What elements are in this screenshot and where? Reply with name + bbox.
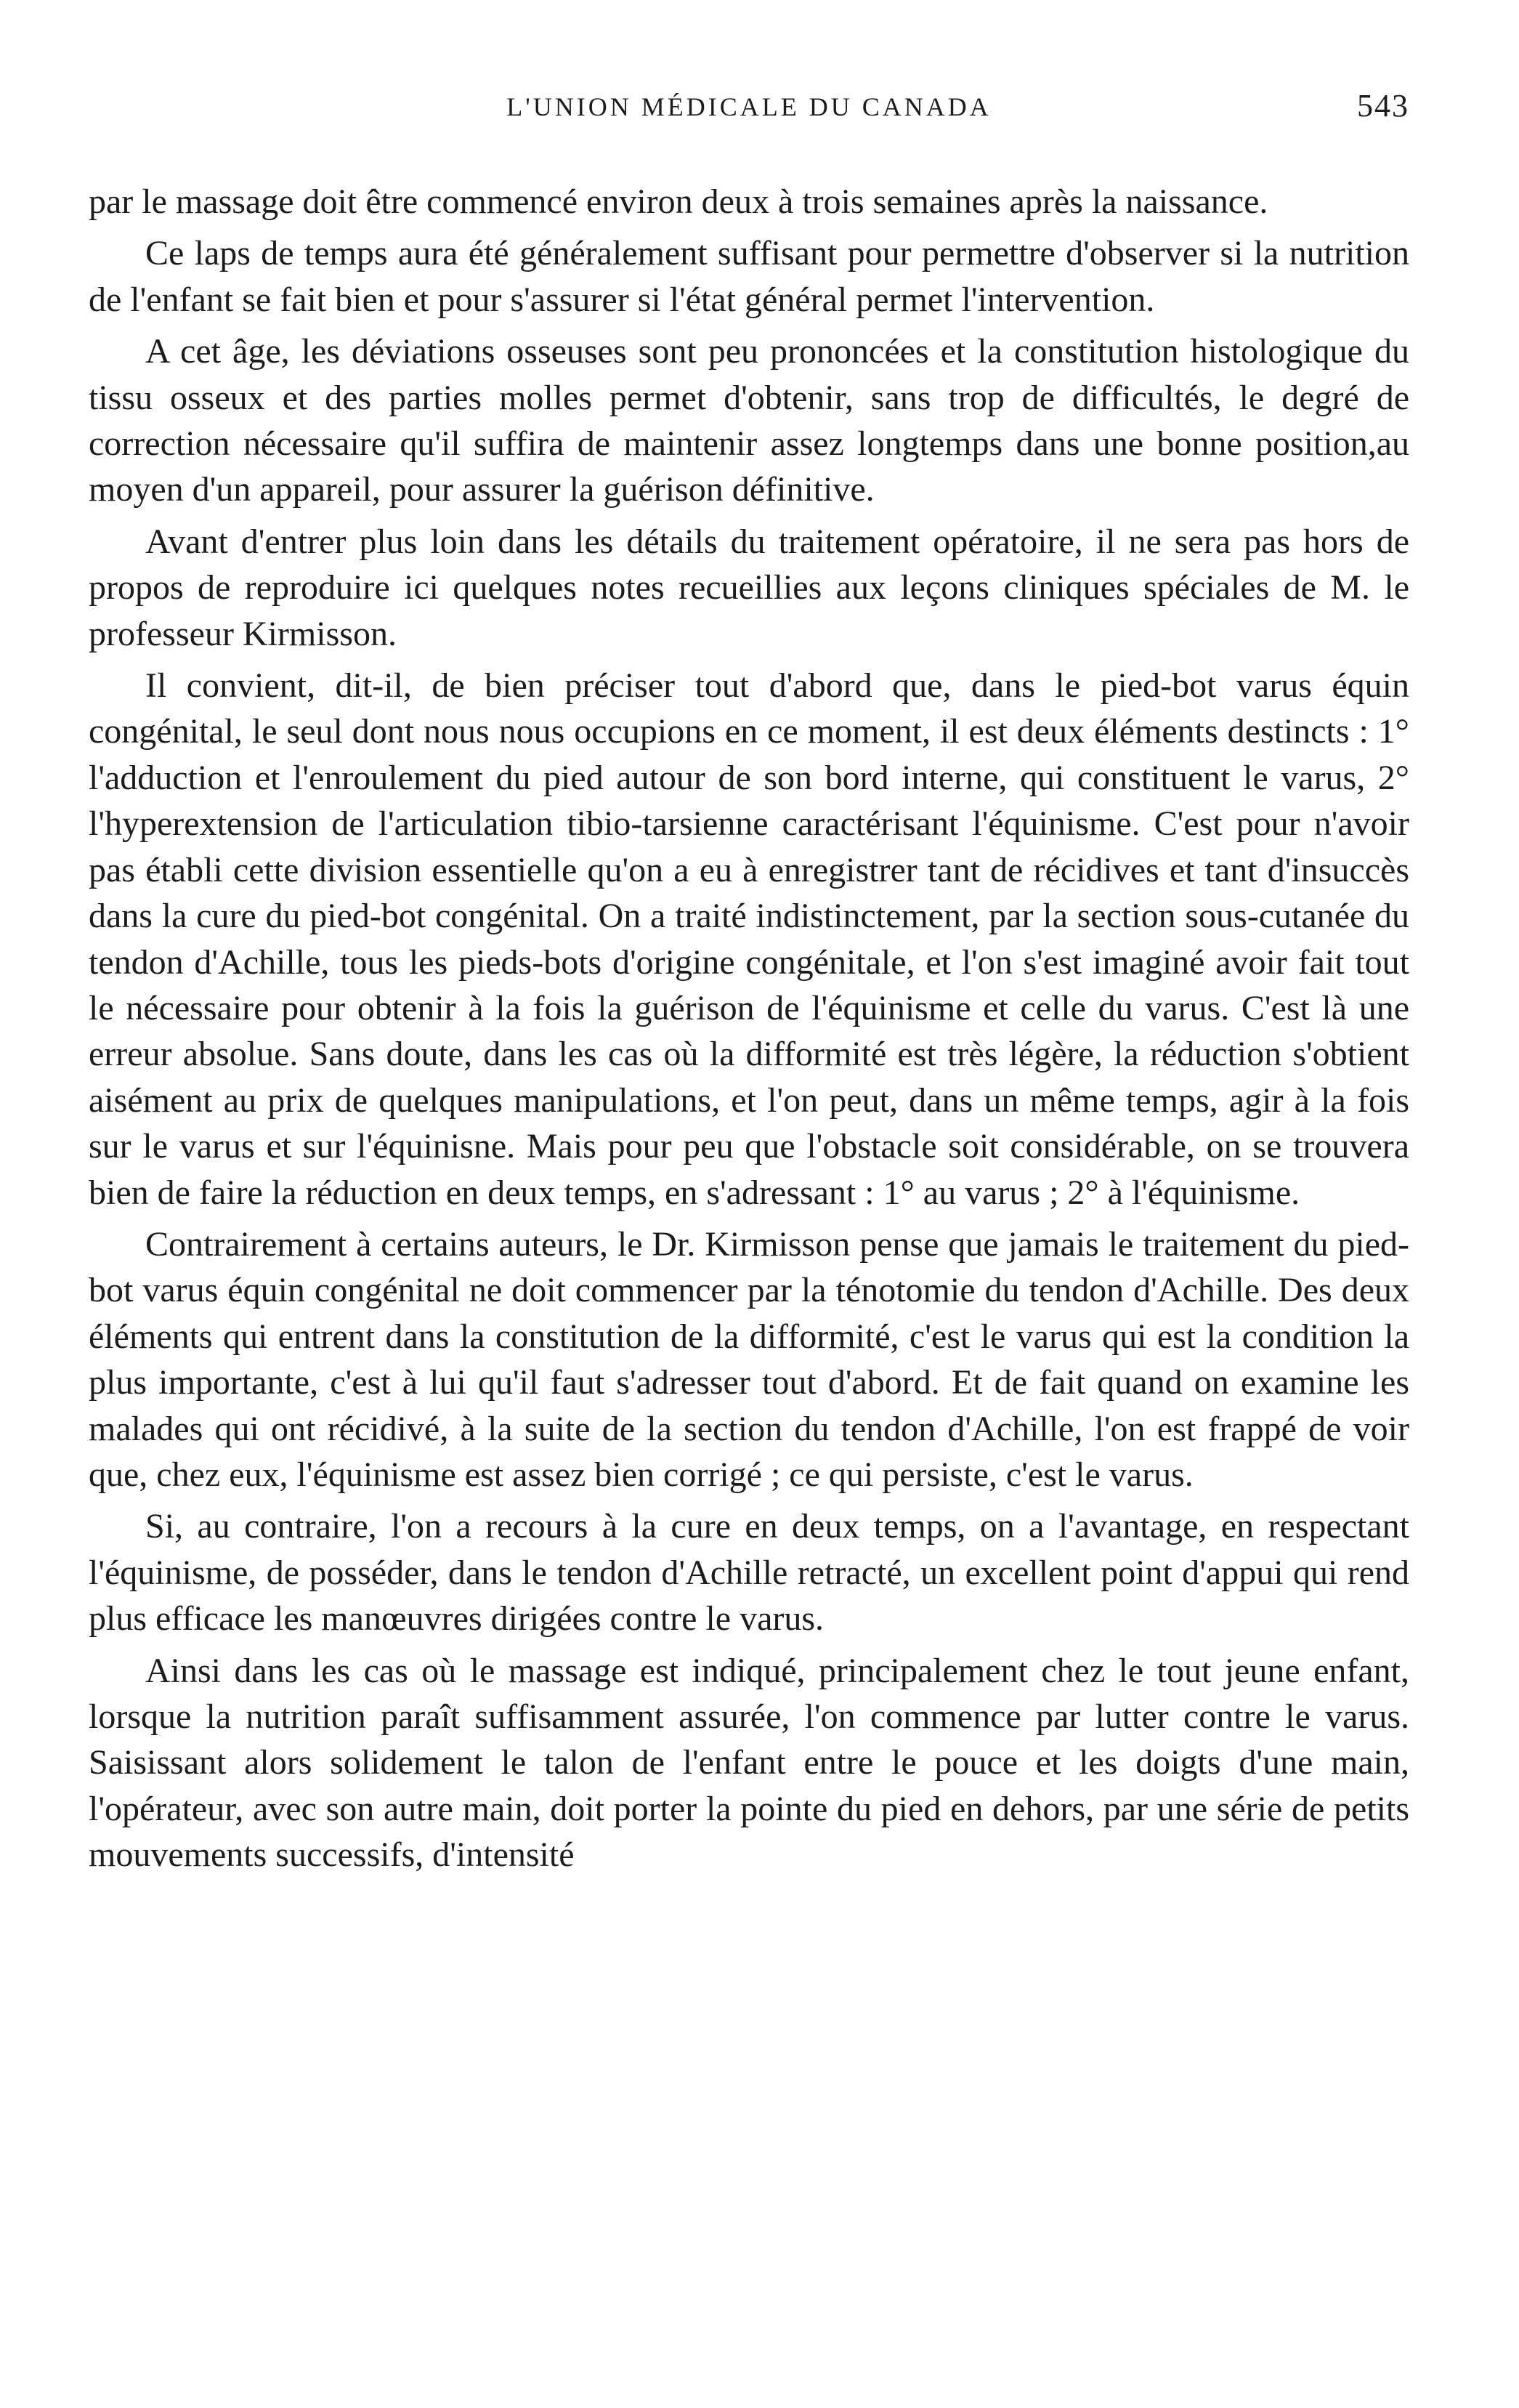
running-header [89,81,1409,132]
paragraph: Ce laps de temps aura été généralement suffisant pour permettre d'observer si la nutrition de l'enfant se fait bien et pour s'assurer si l'état général permet l'intervention. [89,234,1409,319]
paragraph: A cet âge, les déviations osseuses sont peu prononcées et la constitution histologique du tissu osseux et des parties molles permet d'obtenir, sans trop de difficultés, le degré de correction nécessaire qu'il suffira de maintenir assez longtemps dans une bonne position,au moyen d'un appareil, pour assurer la guérison définitive. [89,332,1409,509]
body-text [89,179,1409,1878]
paragraph: Contrairement à certains auteurs, le Dr. Kirmisson pense que jamais le traitement du pied-bot varus équin congénital ne doit commencer par la ténotomie du tendon d'Achille. Des deux éléments qui entrent dans la constitution de la difformité, c'est le varus qui est la condition la plus importante, c'est à lui qu'il faut s'adresser tout d'abord. Et de fait quand on examine les malades qui ont récidivé, à la suite de la section du tendon d'Achille, l'on est frappé de voir que, chez eux, l'équinisme est assez bien corrigé ; ce qui persiste, c'est le varus. [89,1224,1409,1494]
paragraph: par le massage doit être commencé environ deux à trois semaines après la naissance. [89,182,1268,221]
paragraph: Avant d'entrer plus loin dans les détails du traitement opératoire, il ne sera pas hors de propos de reproduire ici quelques notes recueillies aux leçons cliniques spéciales de M. le professeur Kirmisson. [89,522,1409,653]
paragraph: Si, au contraire, l'on a recours à la cure en deux temps, on a l'avantage, en respectant l'équinisme, de posséder, dans le tendon d'Achille retracté, un excellent point d'appui qui rend plus efficace les manœuvres dirigées contre le varus. [89,1507,1409,1639]
paragraph: Il convient, dit-il, de bien préciser tout d'abord que, dans le pied-bot varus équin congénital, le seul dont nous nous occupions en ce moment, il est deux éléments destincts : 1° l'adduction et l'enroulement du pied autour de son bord interne, qui constituent le varus, 2° l'hyperextension de l'articulation tibio-tarsienne caractérisant l'équinisme. C'est pour n'avoir pas établi cette division essentielle qu'on a eu à enregistrer tant de récidives et tant d'insuccès dans la cure du pied-bot congénital. On a traité indistinctement, par la section sous-cutanée du tendon d'Achille, tous les pieds-bots d'origine congénitale, et l'on s'est imaginé avoir fait tout le nécessaire pour obtenir à la fois la guérison de l'équinisme et celle du varus. C'est là une erreur absolue. Sans doute, dans les cas où la difformité est très légère, la réduction s'obtient aisément au prix de quelques manipulations, et l'on peut, dans un même temps, agir à la fois sur le varus et sur l'équinisne. Mais pour peu que l'obstacle soit considérable, on se trouvera bien de faire la réduction en deux temps, en s'adressant : 1° au varus ; 2° à l'équinisme. [89,666,1409,1212]
running-title: L'UNION MÉDICALE DU CANADA [506,92,992,121]
page-number: 543 [1357,88,1409,124]
paragraph: Ainsi dans les cas où le massage est indiqué, principalement chez le tout jeune enfant, lorsque la nutrition paraît suffisamment assurée, l'on commence par lutter contre le varus. Saisissant alors solidement le talon de l'enfant entre le pouce et les doigts d'une main, l'opérateur, avec son autre main, doit porter la pointe du pied en dehors, par une série de petits mouvements successifs, d'intensité [89,1651,1409,1875]
document-page [89,81,1409,2370]
